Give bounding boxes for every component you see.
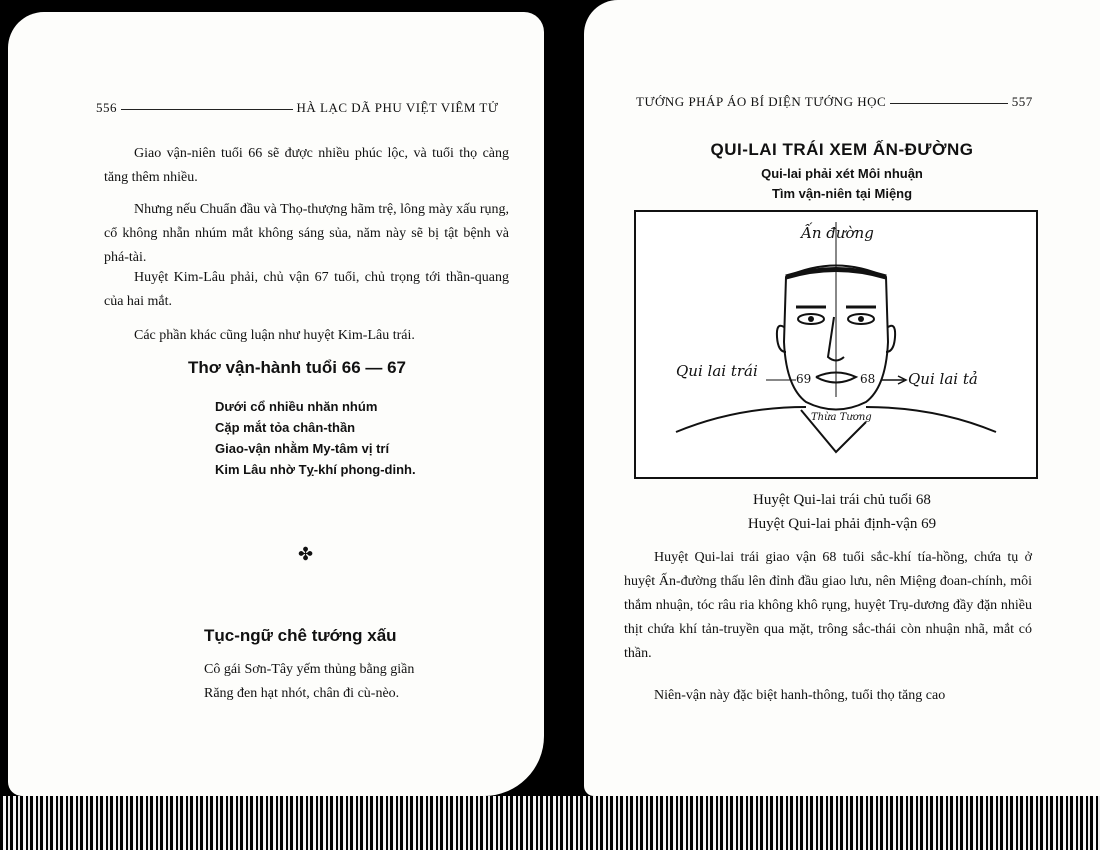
left-paragraph-4: Các phần khác cũng luận như huyệt Kim-Lâu trái. [134, 328, 415, 343]
left-paragraph-2: Nhưng nếu Chuẩn đầu và Thọ-thượng hãm trệ, lông mày xấu rụng, cổ không nhẵn nhúm mắt không sáng sủa, năm này sẽ bị tật bệnh và phá-tài. [104, 202, 509, 265]
number-68: 68 [860, 372, 876, 386]
right-running-head: TƯỚNG PHÁP ÁO BÍ DIỆN TƯỚNG HỌC [636, 94, 887, 109]
label-qui-lai-left: Qui lai trái [676, 362, 758, 380]
right-page-number: 557 [1011, 94, 1033, 109]
poem1-line: Giao-vận nhằm My-tâm vị trí [215, 441, 390, 456]
book-gutter [544, 0, 584, 850]
poem1-title: Thơ vận-hành tuổi 66 — 67 [188, 358, 407, 377]
caption-2: Huyệt Qui-lai phải định-vận 69 [747, 516, 937, 532]
left-running-head: HÀ LẠC DÃ PHU VIỆT VIÊM TỬ [296, 100, 499, 115]
face-drawing [636, 212, 1036, 477]
number-69: 69 [796, 372, 812, 386]
face-diagram [634, 210, 1038, 479]
poem1-line: Cặp mắt tỏa chân-thần [215, 420, 356, 435]
poem1-line: Kim Lâu nhờ Tỵ-khí phong-dinh. [215, 462, 416, 477]
right-subtitle-2: Tìm vận-niên tại Miệng [771, 186, 913, 201]
right-paragraph-2: Niên-vận này đặc biệt hanh-thông, tuổi thọ tăng cao [654, 688, 946, 703]
poem2-title: Tục-ngữ chê tướng xấu [204, 626, 397, 645]
label-an-duong: Ấn đường [801, 224, 874, 242]
left-page-number: 556 [96, 100, 117, 115]
right-subtitle-1: Qui-lai phải xét Môi nhuận [761, 166, 923, 181]
scan-edge-stripes [0, 796, 1100, 850]
poem1 [215, 396, 416, 480]
poem1-line: Dưới cổ nhiều nhăn nhúm [215, 399, 378, 414]
right-running-header [636, 94, 1033, 110]
left-running-header [96, 100, 498, 116]
left-paragraph-1: Giao vận-niên tuổi 66 sẽ được nhiều phúc lộc, và tuổi thọ càng tăng thêm nhiều. [104, 146, 509, 185]
poem2 [204, 658, 504, 706]
label-qui-lai-right: Qui lai tả [908, 370, 978, 388]
label-thua-tuong: Thừa Tương [811, 412, 872, 423]
poem2-line: Cô gái Sơn-Tây yếm thủng bằng giần [204, 662, 415, 677]
poem2-line: Răng đen hạt nhót, chân đi cù-nèo. [204, 686, 400, 701]
right-title: QUI-LAI TRÁI XEM ẤN-ĐƯỜNG [710, 140, 974, 159]
caption-1: Huyệt Qui-lai trái chủ tuổi 68 [753, 492, 931, 508]
ornament-icon: ✤ [298, 544, 314, 564]
right-paragraph-1: Huyệt Qui-lai trái giao vận 68 tuổi sắc-khí tía-hồng, chứa tụ ở huyệt Ấn-đường thấu lên đỉnh đầu giao lưu, nên Miệng đoan-chính, môi thắm nhuận, tóc râu ria không khô rụng, huyệt Trụ-dương đầy đặn nhiều thịt chứa khí tản-truyền qua mặt, trông sắc-thái còn nhuận nhã, mắt có thần. [624, 550, 1032, 661]
left-page [8, 12, 544, 796]
left-paragraph-3: Huyệt Kim-Lâu phải, chủ vận 67 tuổi, chủ trọng tới thần-quang của hai mắt. [104, 270, 509, 309]
right-page [584, 0, 1100, 796]
